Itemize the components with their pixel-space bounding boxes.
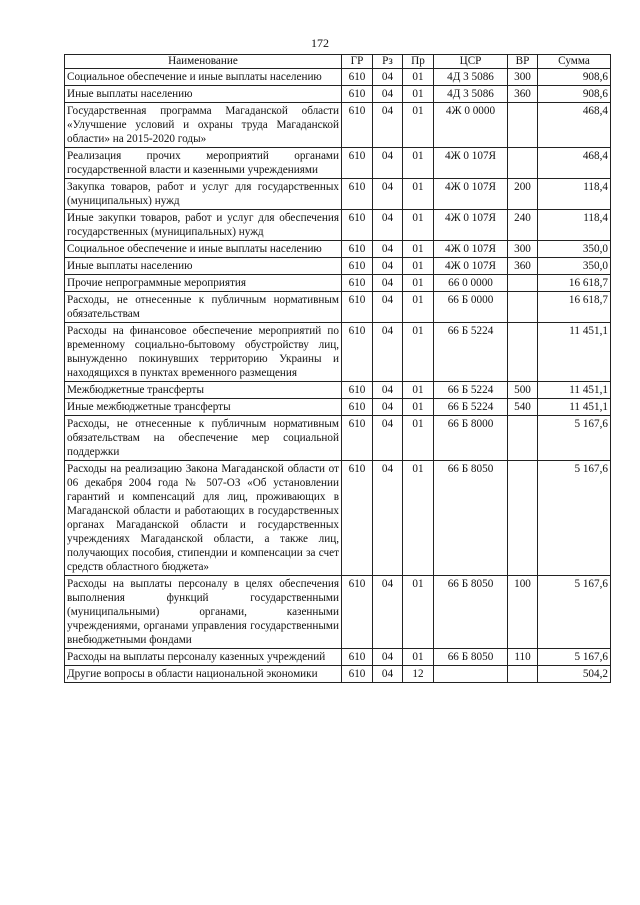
cell-vr	[508, 148, 538, 179]
cell-rz: 04	[373, 666, 403, 683]
cell-vr: 110	[508, 649, 538, 666]
cell-rz: 04	[373, 399, 403, 416]
table-row	[65, 649, 611, 666]
cell-sum: 5 167,6	[538, 576, 611, 649]
cell-name: Расходы, не отнесенные к публичным нормативным обязательствам	[65, 292, 342, 323]
cell-pr: 01	[403, 649, 434, 666]
cell-sum: 5 167,6	[538, 461, 611, 576]
table-row	[65, 461, 611, 576]
cell-sum: 350,0	[538, 241, 611, 258]
cell-gr: 610	[342, 292, 373, 323]
cell-gr: 610	[342, 275, 373, 292]
cell-csr: 66 Б 8000	[434, 416, 508, 461]
cell-pr: 01	[403, 258, 434, 275]
cell-pr: 01	[403, 416, 434, 461]
cell-pr: 01	[403, 210, 434, 241]
cell-name: Другие вопросы в области национальной экономики	[65, 666, 342, 683]
cell-gr: 610	[342, 461, 373, 576]
cell-gr: 610	[342, 399, 373, 416]
cell-csr: 4Ж 0 107Я	[434, 241, 508, 258]
cell-gr: 610	[342, 416, 373, 461]
cell-name: Расходы на выплаты персоналу в целях обеспечения выполнения функций государственными (муниципальными) органами, казенными учреждениями, органами управления государственными внебюджетными фондами	[65, 576, 342, 649]
cell-name: Иные межбюджетные трансферты	[65, 399, 342, 416]
cell-sum: 5 167,6	[538, 649, 611, 666]
cell-rz: 04	[373, 179, 403, 210]
cell-gr: 610	[342, 69, 373, 86]
cell-gr: 610	[342, 179, 373, 210]
cell-gr: 610	[342, 576, 373, 649]
cell-csr: 4Ж 0 107Я	[434, 179, 508, 210]
cell-sum: 5 167,6	[538, 416, 611, 461]
cell-name: Расходы на финансовое обеспечение мероприятий по временному социально-бытовому обустройству лиц, вынужденно покинувших территорию Украины и находящихся в пунктах временного размещения	[65, 323, 342, 382]
header-rz: Рз	[373, 55, 403, 69]
cell-pr: 01	[403, 399, 434, 416]
cell-vr: 240	[508, 210, 538, 241]
table-header-row	[65, 55, 611, 69]
cell-rz: 04	[373, 323, 403, 382]
cell-vr	[508, 275, 538, 292]
table-row	[65, 103, 611, 148]
cell-rz: 04	[373, 275, 403, 292]
cell-rz: 04	[373, 148, 403, 179]
cell-csr: 4Ж 0 0000	[434, 103, 508, 148]
cell-name: Расходы на выплаты персоналу казенных учреждений	[65, 649, 342, 666]
cell-name: Межбюджетные трансферты	[65, 382, 342, 399]
header-name: Наименование	[65, 55, 342, 69]
cell-gr: 610	[342, 323, 373, 382]
cell-rz: 04	[373, 416, 403, 461]
cell-name: Социальное обеспечение и иные выплаты населению	[65, 69, 342, 86]
cell-vr: 360	[508, 86, 538, 103]
cell-pr: 01	[403, 576, 434, 649]
cell-vr: 200	[508, 179, 538, 210]
cell-sum: 468,4	[538, 148, 611, 179]
cell-name: Реализация прочих мероприятий органами государственной власти и казенными учреждениями	[65, 148, 342, 179]
cell-vr	[508, 416, 538, 461]
cell-csr: 66 Б 8050	[434, 461, 508, 576]
table-row	[65, 69, 611, 86]
cell-rz: 04	[373, 292, 403, 323]
cell-gr: 610	[342, 148, 373, 179]
cell-pr: 01	[403, 179, 434, 210]
cell-sum: 350,0	[538, 258, 611, 275]
cell-rz: 04	[373, 649, 403, 666]
cell-pr: 01	[403, 103, 434, 148]
table-row	[65, 241, 611, 258]
cell-name: Закупка товаров, работ и услуг для государственных (муниципальных) нужд	[65, 179, 342, 210]
cell-gr: 610	[342, 103, 373, 148]
cell-csr: 4Ж 0 107Я	[434, 148, 508, 179]
table-row	[65, 86, 611, 103]
table-row	[65, 323, 611, 382]
cell-name: Иные закупки товаров, работ и услуг для обеспечения государственных (муниципальных) нужд	[65, 210, 342, 241]
cell-vr	[508, 666, 538, 683]
table-row	[65, 148, 611, 179]
table-row	[65, 416, 611, 461]
table-row	[65, 210, 611, 241]
cell-pr: 01	[403, 292, 434, 323]
cell-sum: 16 618,7	[538, 292, 611, 323]
cell-vr	[508, 323, 538, 382]
header-pr: Пр	[403, 55, 434, 69]
cell-csr: 4Д 3 5086	[434, 69, 508, 86]
cell-vr: 300	[508, 241, 538, 258]
cell-pr: 01	[403, 323, 434, 382]
cell-gr: 610	[342, 649, 373, 666]
page-number: 172	[311, 36, 329, 50]
cell-gr: 610	[342, 382, 373, 399]
cell-csr: 66 0 0000	[434, 275, 508, 292]
budget-table	[64, 54, 611, 683]
cell-csr: 66 Б 5224	[434, 399, 508, 416]
table-row	[65, 399, 611, 416]
cell-vr	[508, 461, 538, 576]
table-row	[65, 179, 611, 210]
cell-pr: 01	[403, 382, 434, 399]
cell-sum: 118,4	[538, 210, 611, 241]
cell-name: Расходы, не отнесенные к публичным нормативным обязательствам на обеспечение мер социальной поддержки	[65, 416, 342, 461]
cell-sum: 504,2	[538, 666, 611, 683]
cell-gr: 610	[342, 258, 373, 275]
table-row	[65, 576, 611, 649]
cell-gr: 610	[342, 86, 373, 103]
cell-vr	[508, 292, 538, 323]
table-row	[65, 275, 611, 292]
cell-rz: 04	[373, 86, 403, 103]
cell-gr: 610	[342, 241, 373, 258]
cell-pr: 01	[403, 275, 434, 292]
cell-csr: 4Д 3 5086	[434, 86, 508, 103]
cell-rz: 04	[373, 382, 403, 399]
cell-name: Иные выплаты населению	[65, 86, 342, 103]
cell-csr: 66 Б 8050	[434, 576, 508, 649]
cell-csr: 4Ж 0 107Я	[434, 210, 508, 241]
cell-vr	[508, 103, 538, 148]
cell-csr: 66 Б 0000	[434, 292, 508, 323]
cell-name: Государственная программа Магаданской области «Улучшение условий и охраны труда Магаданской области» на 2015-2020 годы»	[65, 103, 342, 148]
cell-sum: 16 618,7	[538, 275, 611, 292]
cell-pr: 01	[403, 461, 434, 576]
cell-vr: 360	[508, 258, 538, 275]
cell-rz: 04	[373, 69, 403, 86]
cell-csr: 66 Б 8050	[434, 649, 508, 666]
cell-name: Расходы на реализацию Закона Магаданской области от 06 декабря 2004 года № 507-ОЗ «Об установлении гарантий и компенсаций для лиц, проживающих в Магаданской области и работающих в государственных органах Магаданской области и государственных учреждениях Магаданской области, а также лиц, получающих пособия, стипендии и компенсации за счет средств областного бюджета»	[65, 461, 342, 576]
table-row	[65, 666, 611, 683]
header-csr: ЦСР	[434, 55, 508, 69]
cell-sum: 908,6	[538, 86, 611, 103]
table-row	[65, 382, 611, 399]
header-gr: ГР	[342, 55, 373, 69]
cell-vr: 540	[508, 399, 538, 416]
cell-sum: 908,6	[538, 69, 611, 86]
table-row	[65, 258, 611, 275]
header-vr: ВР	[508, 55, 538, 69]
cell-csr: 66 Б 5224	[434, 382, 508, 399]
cell-rz: 04	[373, 461, 403, 576]
cell-pr: 01	[403, 241, 434, 258]
cell-rz: 04	[373, 241, 403, 258]
cell-vr: 500	[508, 382, 538, 399]
cell-vr: 100	[508, 576, 538, 649]
cell-name: Иные выплаты населению	[65, 258, 342, 275]
cell-pr: 12	[403, 666, 434, 683]
cell-rz: 04	[373, 210, 403, 241]
cell-sum: 11 451,1	[538, 399, 611, 416]
cell-csr	[434, 666, 508, 683]
cell-sum: 468,4	[538, 103, 611, 148]
cell-gr: 610	[342, 210, 373, 241]
cell-sum: 118,4	[538, 179, 611, 210]
cell-vr: 300	[508, 69, 538, 86]
cell-name: Социальное обеспечение и иные выплаты населению	[65, 241, 342, 258]
cell-gr: 610	[342, 666, 373, 683]
cell-csr: 4Ж 0 107Я	[434, 258, 508, 275]
table-row	[65, 292, 611, 323]
cell-rz: 04	[373, 103, 403, 148]
cell-sum: 11 451,1	[538, 323, 611, 382]
cell-csr: 66 Б 5224	[434, 323, 508, 382]
cell-sum: 11 451,1	[538, 382, 611, 399]
cell-pr: 01	[403, 148, 434, 179]
cell-rz: 04	[373, 576, 403, 649]
header-sum: Сумма	[538, 55, 611, 69]
cell-pr: 01	[403, 86, 434, 103]
cell-rz: 04	[373, 258, 403, 275]
cell-pr: 01	[403, 69, 434, 86]
cell-name: Прочие непрограммные мероприятия	[65, 275, 342, 292]
